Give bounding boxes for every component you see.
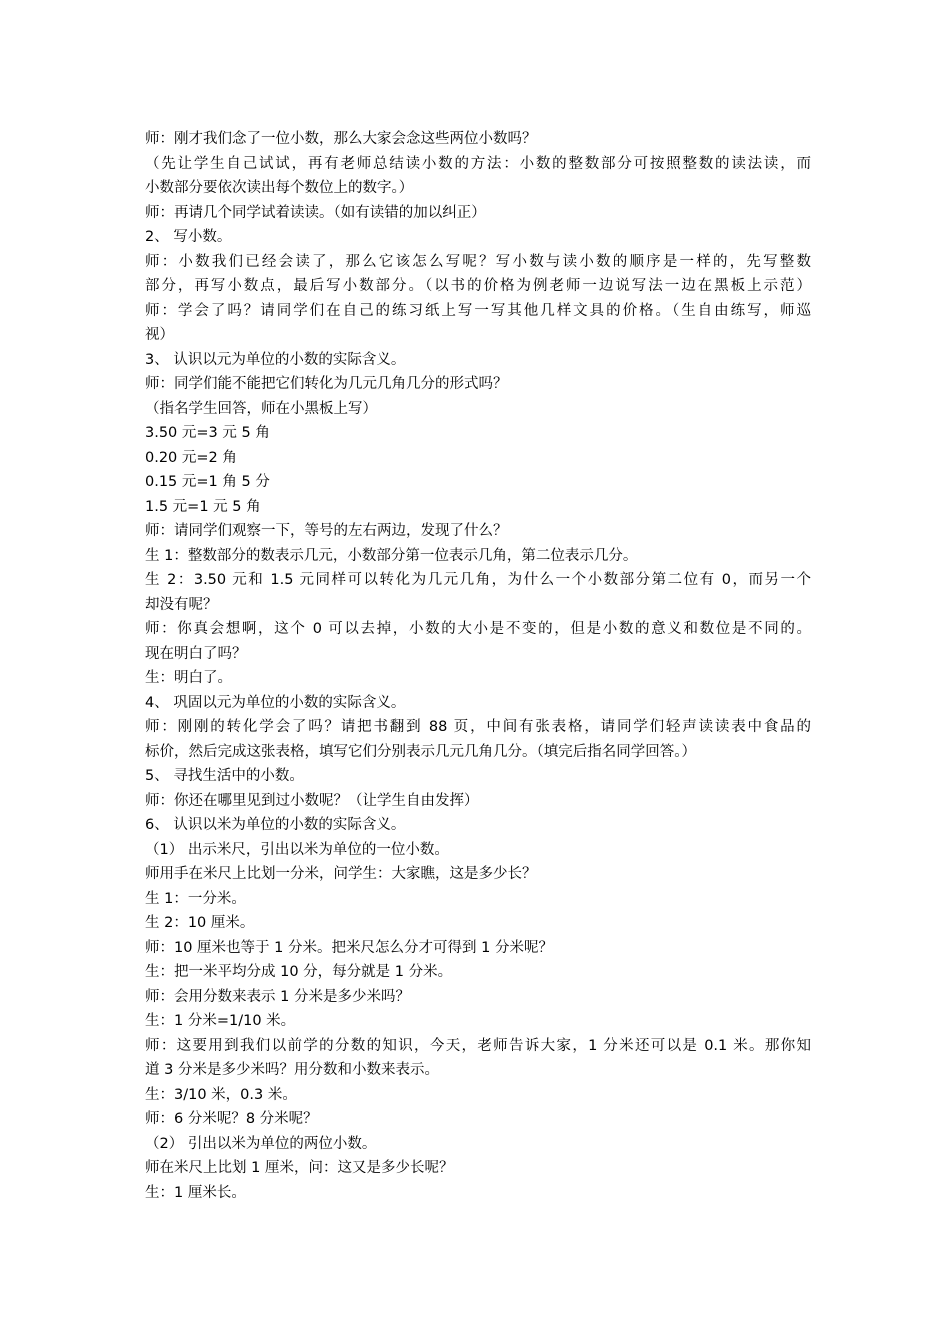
text-line: 生：把一米平均分成 10 分，每分就是 1 分米。 [145,964,453,980]
text-line: 生：1 厘米长。 [145,1184,246,1201]
text-line: 师：再请几个同学试着读读。（如有读错的加以纠正） [145,204,486,221]
text-line: （1） 出示米尺，引出以米为单位的一位小数。 [145,841,449,858]
text-line: 3、 认识以元为单位的小数的实际含义。 [145,351,406,368]
text-line: 标价，然后完成这张表格，填写它们分别表示几元几角几分。（填完后指名同学回答。） [145,743,696,760]
text-line: （2） 引出以米为单位的两位小数。 [145,1135,377,1152]
text-line: 师：小数我们已经会读了，那么它该怎么写呢？写小数与读小数的顺序是一样的，先写整数 [145,253,811,270]
text-line: 道 3 分米是多少米吗？用分数和小数来表示。 [145,1062,439,1078]
text-line: 现在明白了吗？ [145,645,247,662]
text-line: 师：刚才我们念了一位小数，那么大家会念这些两位小数吗？ [145,131,537,147]
text-line: 师：同学们能不能把它们转化为几元几角几分的形式吗？ [145,376,508,392]
text-line: 生：明白了。 [145,670,232,686]
text-line: 部分，再写小数点，最后写小数部分。（以书的价格为例老师一边说写法一边在黑板上示范） [145,278,811,294]
text-line: 2、 写小数。 [145,229,232,245]
text-line: 生：3/10 米，0.3 米。 [145,1086,297,1103]
text-line: 师：你真会想啊，这个 0 可以去掉，小数的大小是不变的，但是小数的意义和数位是不同的。 [145,621,811,637]
text-line: 6、 认识以米为单位的小数的实际含义。 [145,817,406,833]
text-line: 生 2：3.50 元和 1.5 元同样可以转化为几元几角，为什么一个小数部分第二位有 0，而另一个 [145,572,811,588]
text-line: 生 1：整数部分的数表示几元，小数部分第一位表示几角，第二位表示几分。 [145,547,638,564]
text-line: 却没有呢？ [145,596,218,613]
text-line: 师：6 分米呢？8 分米呢？ [145,1111,318,1127]
text-line: 视） [145,327,174,343]
text-line: 师：这要用到我们以前学的分数的知识，今天，老师告诉大家，1 分米还可以是 0.1 米。那你知 [145,1037,811,1054]
document-page [145,127,811,1205]
text-line: 0.15 元=1 角 5 分 [145,474,270,490]
text-line: 4、 巩固以元为单位的小数的实际含义。 [145,694,406,711]
text-line: 0.20 元=2 角 [145,449,237,466]
text-line: 生 1：一分米。 [145,890,246,907]
text-line: 3.50 元=3 元 5 角 [145,425,270,441]
text-line: 生 2：10 厘米。 [145,915,255,931]
text-line: 小数部分要依次读出每个数位上的数字。） [145,180,414,196]
text-line: 1.5 元=1 元 5 角 [145,498,261,515]
text-line: （指名学生回答，师在小黑板上写） [145,400,377,417]
text-line: 生：1 分米=1/10 米。 [145,1013,296,1029]
text-line: （先让学生自己试试，再有老师总结读小数的方法：小数的整数部分可按照整数的读法读，而 [145,155,811,172]
text-line: 师：请同学们观察一下，等号的左右两边，发现了什么？ [145,523,508,539]
text-line: 师：你还在哪里见到过小数呢？（让学生自由发挥） [145,792,479,809]
text-line: 师：刚刚的转化学会了吗？请把书翻到 88 页，中间有张表格，请同学们轻声读读表中食品的 [145,719,811,735]
text-line: 师：会用分数来表示 1 分米是多少米吗？ [145,988,410,1005]
text-line: 师：10 厘米也等于 1 分米。把米尺怎么分才可得到 1 分米呢？ [145,939,553,956]
text-line: 师：学会了吗？请同学们在自己的练习纸上写一写其他几样文具的价格。（生自由练写，师巡 [145,302,811,319]
text-line: 5、 寻找生活中的小数。 [145,768,304,784]
text-line: 师在米尺上比划 1 厘米，问：这又是多少长呢？ [145,1160,454,1176]
text-line: 师用手在米尺上比划一分米，问学生：大家瞧，这是多少长？ [145,866,537,882]
